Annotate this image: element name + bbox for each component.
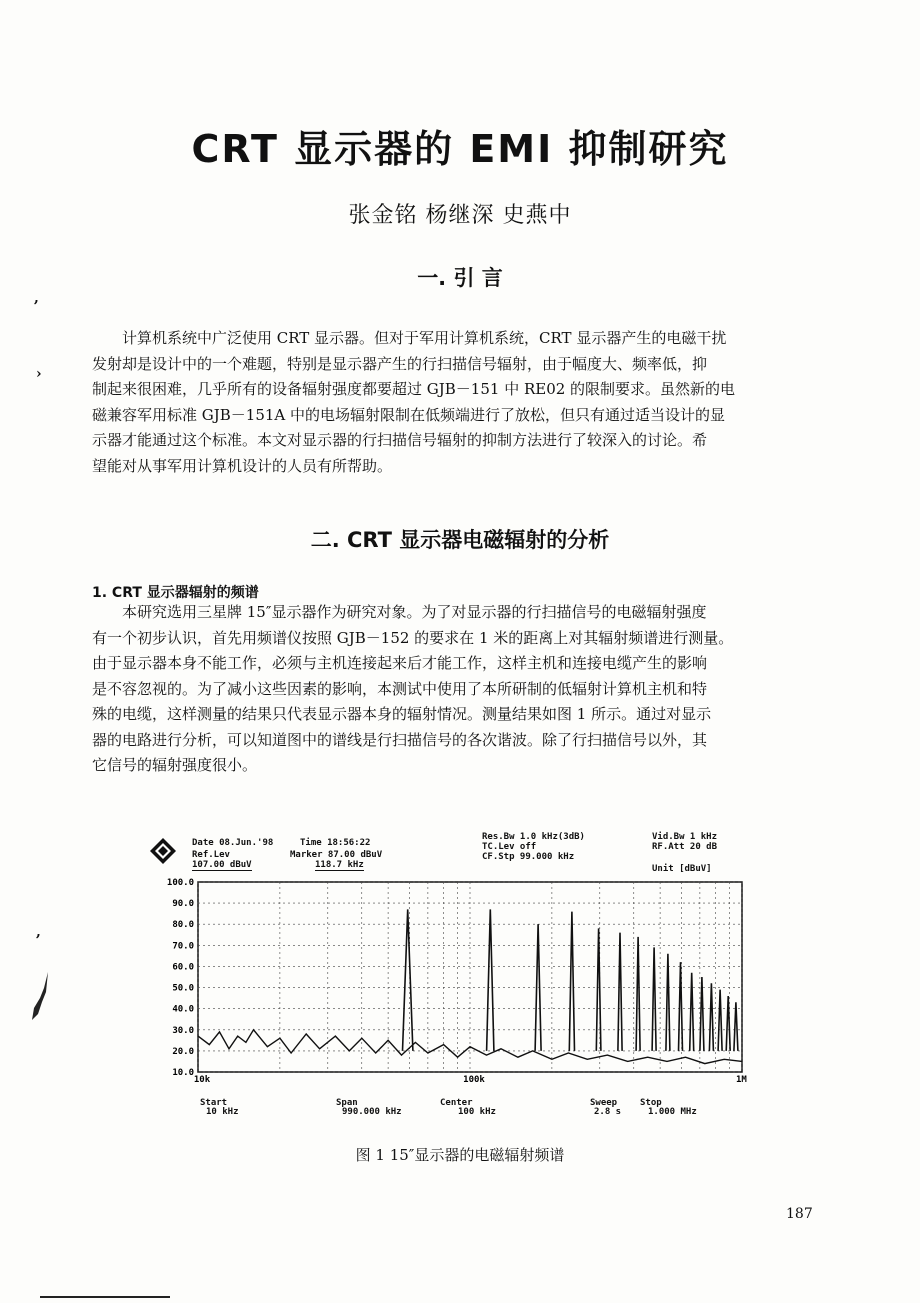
paragraph-line: 制起来很困难，几乎所有的设备辐射强度都要超过 GJB－151 中 RE02 的限制要求。虽然新的电 (92, 380, 736, 398)
start-value: 10 kHz (206, 1107, 239, 1117)
paragraph-line: 本研究选用三星牌 15″显示器作为研究对象。为了对显示器的行扫描信号的电磁辐射强度 (122, 603, 707, 621)
harmonic-peak (700, 977, 704, 1051)
section1-heading: 一. 引 言 (417, 266, 503, 290)
ref-level-label: Ref.Lev (192, 850, 230, 860)
harmonic-peak (726, 996, 730, 1051)
vid-bw-readout: Vid.Bw 1 kHz (652, 832, 718, 842)
harmonic-peak (403, 909, 413, 1051)
harmonic-peak (734, 1002, 738, 1051)
paragraph-line: 计算机系统中广泛使用 CRT 显示器。但对于军用计算机系统，CRT 显示器产生的电磁干扰 (122, 329, 727, 347)
section1-paragraph (92, 326, 852, 479)
time-readout: Time 18:56:22 (300, 838, 371, 848)
marker-frequency: 118.7 kHz (315, 860, 364, 870)
harmonic-peak (666, 954, 670, 1051)
y-tick-label: 30.0 (172, 1025, 194, 1036)
section2-heading: 二. CRT 显示器电磁辐射的分析 (310, 528, 610, 552)
marker-readout: Marker 87.00 dBuV (290, 850, 383, 860)
x-tick-label: 10k (193, 1075, 211, 1085)
harmonic-peak (618, 933, 622, 1051)
paragraph-line: 有一个初步认识，首先用频谱仪按照 GJB－152 的要求在 1 米的距离上对其辐射频谱进行测量。 (92, 628, 734, 647)
y-tick-label: 50.0 (172, 983, 194, 994)
harmonic-peak (690, 973, 694, 1051)
paragraph-line: 是不容忽视的。为了减小这些因素的影响，本测试中使用了本所研制的低辐射计算机主机和特 (92, 679, 708, 698)
harmonic-peak (718, 990, 722, 1051)
span-value: 990.000 kHz (342, 1107, 402, 1117)
paper-title: CRT 显示器的 EMI 抑制研究 (191, 127, 729, 171)
y-tick-label: 90.0 (172, 899, 194, 910)
instrument-logo-icon (148, 836, 178, 866)
center-label: Center (440, 1098, 473, 1108)
x-tick-label: 1M (736, 1075, 747, 1085)
paragraph-line: 器的电路进行分析，可以知道图中的谱线是行扫描信号的各次谐波。除了行扫描信号以外，其 (92, 730, 708, 749)
scan-mark: , (36, 924, 41, 940)
harmonic-peak (636, 937, 640, 1051)
paragraph-line: 殊的电缆，这样测量的结果只代表显示器本身的辐射情况。测量结果如图 1 所示。通过对显示 (92, 705, 712, 723)
scan-blot (28, 968, 52, 1028)
figure-caption: 图 1 15″显示器的电磁辐射频谱 (355, 1146, 565, 1164)
paragraph-line: 示器才能通过这个标准。本文对显示器的行扫描信号辐射的抑制方法进行了较深入的讨论。希 (92, 431, 708, 449)
unit-readout: Unit [dBuV] (652, 864, 712, 874)
stop-label: Stop (640, 1098, 662, 1108)
harmonic-peak (596, 928, 601, 1051)
x-tick-label: 100k (463, 1075, 485, 1085)
y-tick-label: 100.0 (166, 878, 194, 888)
paper-authors: 张金铭 杨继深 史燕中 (348, 203, 572, 228)
y-tick-label: 40.0 (172, 1004, 194, 1015)
paragraph-line: 它信号的辐射强度很小。 (92, 756, 258, 774)
sweep-value: 2.8 s (594, 1107, 622, 1117)
tc-lev-readout: TC.Lev off (482, 842, 537, 852)
start-label: Start (200, 1098, 228, 1108)
ref-level-value: 107.00 dBuV (192, 860, 252, 870)
scan-mark: › (36, 366, 42, 382)
y-tick-label: 80.0 (172, 920, 194, 931)
harmonic-peak (487, 909, 494, 1051)
res-bw-readout: Res.Bw 1.0 kHz(3dB) (482, 832, 585, 842)
footer-rule (40, 1296, 170, 1298)
stop-value: 1.000 MHz (648, 1107, 697, 1117)
span-label: Span (336, 1098, 358, 1108)
section2-paragraph (92, 600, 852, 779)
paragraph-line: 磁兼容军用标准 GJB－151A 中的电场辐射限制在低频端进行了放松，但只有通过适当设计的显 (92, 405, 726, 424)
paragraph-line: 由于显示器本身不能工作，必须与主机连接起来后才能工作，这样主机和连接电缆产生的影响 (92, 654, 708, 672)
page-number: 187 (786, 1206, 813, 1222)
date-readout: Date 08.Jun.'98 (192, 838, 274, 848)
y-tick-label: 20.0 (172, 1046, 194, 1057)
y-tick-label: 70.0 (172, 941, 194, 952)
paragraph-line: 发射却是设计中的一个难题，特别是显示器产生的行扫描信号辐射，由于幅度大、频率低，抑 (92, 354, 708, 373)
harmonic-peak (569, 912, 574, 1051)
scan-mark: , (34, 290, 39, 306)
spectrum-plot (140, 876, 780, 1096)
sweep-label: Sweep (590, 1098, 618, 1108)
paragraph-line: 望能对从事军用计算机设计的人员有所帮助。 (92, 456, 393, 475)
harmonic-peak (679, 962, 683, 1051)
y-tick-label: 10.0 (172, 1068, 194, 1078)
harmonic-peak (709, 983, 713, 1051)
cf-stp-readout: CF.Stp 99.000 kHz (482, 852, 575, 862)
spectrum-figure (140, 826, 780, 1126)
harmonic-peak (652, 947, 656, 1051)
center-value: 100 kHz (458, 1107, 496, 1117)
subsection-heading: 1. CRT 显示器辐射的频谱 (92, 585, 259, 601)
rf-att-readout: RF.Att 20 dB (652, 842, 718, 852)
y-tick-label: 60.0 (172, 962, 194, 973)
